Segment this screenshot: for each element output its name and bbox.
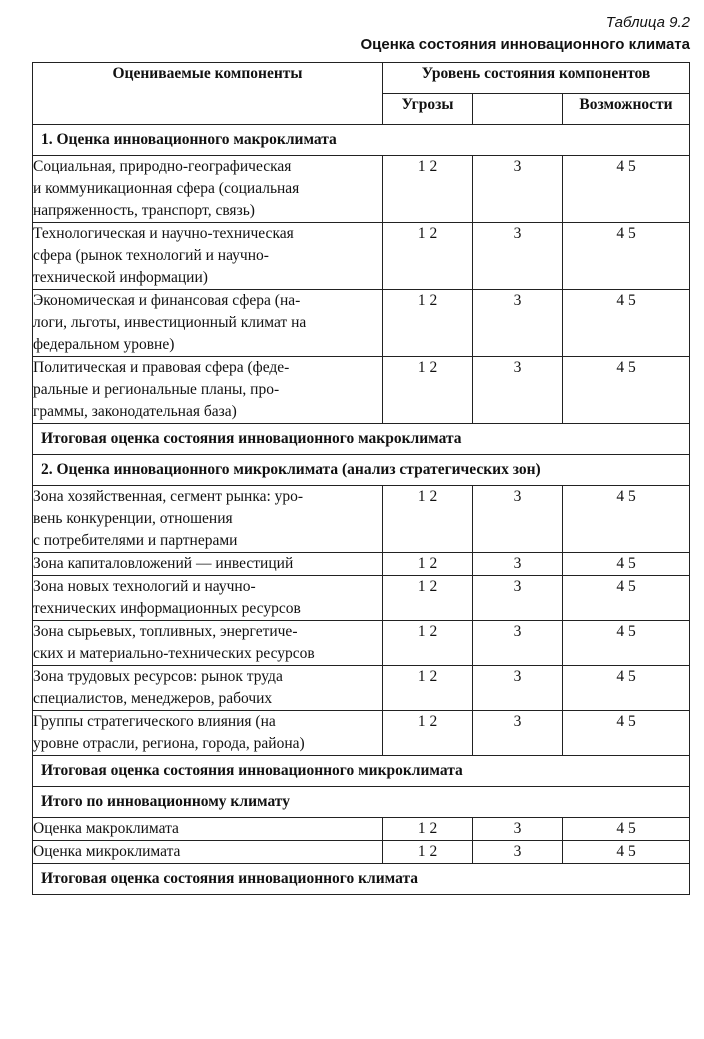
table-row bbox=[33, 290, 690, 357]
component-line: вень конкуренции, отношения bbox=[33, 510, 233, 527]
opportunities-score: 4 5 bbox=[563, 223, 690, 290]
section-micro-label: 2. Оценка инновационного микроклимата (анализ стратегических зон) bbox=[33, 455, 690, 486]
table-body bbox=[33, 125, 690, 895]
component-line: Зона хозяйственная, сегмент рынка: уро- bbox=[33, 488, 304, 505]
component-line: Оценка микроклимата bbox=[33, 843, 181, 860]
threats-score: 1 2 bbox=[383, 223, 473, 290]
opportunities-score: 4 5 bbox=[563, 290, 690, 357]
section-overall-label: Итого по инновационному климату bbox=[33, 787, 690, 818]
neutral-score: 3 bbox=[473, 223, 563, 290]
section-macro bbox=[33, 125, 690, 156]
opportunities-score: 4 5 bbox=[563, 818, 690, 841]
threats-score: 1 2 bbox=[383, 576, 473, 621]
table-row bbox=[33, 156, 690, 223]
neutral-score: 3 bbox=[473, 841, 563, 864]
macro-total-row bbox=[33, 424, 690, 455]
table-row bbox=[33, 553, 690, 576]
component-name bbox=[33, 486, 383, 553]
neutral-score: 3 bbox=[473, 553, 563, 576]
table-row bbox=[33, 711, 690, 756]
neutral-score: 3 bbox=[473, 290, 563, 357]
component-line: технической информации) bbox=[33, 269, 208, 286]
threats-score: 1 2 bbox=[383, 666, 473, 711]
table-row bbox=[33, 223, 690, 290]
threats-score: 1 2 bbox=[383, 711, 473, 756]
component-name bbox=[33, 357, 383, 424]
component-line: уровне отрасли, региона, города, района) bbox=[33, 735, 305, 752]
opportunities-score: 4 5 bbox=[563, 711, 690, 756]
component-line: сфера (рынок технологий и научно- bbox=[33, 247, 269, 264]
opportunities-score: 4 5 bbox=[563, 553, 690, 576]
header-threats: Угрозы bbox=[383, 94, 473, 125]
threats-score: 1 2 bbox=[383, 553, 473, 576]
opportunities-score: 4 5 bbox=[563, 357, 690, 424]
component-name bbox=[33, 553, 383, 576]
section-micro bbox=[33, 455, 690, 486]
component-line: федеральном уровне) bbox=[33, 336, 175, 353]
component-line: и коммуникационная сфера (социальная bbox=[33, 180, 300, 197]
component-line: Зона новых технологий и научно- bbox=[33, 578, 256, 595]
threats-score: 1 2 bbox=[383, 156, 473, 223]
component-name bbox=[33, 223, 383, 290]
threats-score: 1 2 bbox=[383, 357, 473, 424]
neutral-score: 3 bbox=[473, 711, 563, 756]
component-line: Группы стратегического влияния (на bbox=[33, 713, 276, 730]
section-overall bbox=[33, 787, 690, 818]
table-title: Оценка состояния инновационного климата bbox=[360, 36, 690, 53]
opportunities-score: 4 5 bbox=[563, 666, 690, 711]
component-name bbox=[33, 576, 383, 621]
opportunities-score: 4 5 bbox=[563, 486, 690, 553]
component-name bbox=[33, 621, 383, 666]
table-row bbox=[33, 357, 690, 424]
neutral-score: 3 bbox=[473, 818, 563, 841]
component-name bbox=[33, 290, 383, 357]
opportunities-score: 4 5 bbox=[563, 621, 690, 666]
threats-score: 1 2 bbox=[383, 290, 473, 357]
micro-total-row-label: Итоговая оценка состояния инновационного микроклимата bbox=[33, 756, 690, 787]
component-line: Оценка макроклимата bbox=[33, 820, 179, 837]
opportunities-score: 4 5 bbox=[563, 841, 690, 864]
component-line: Зона сырьевых, топливных, энергетиче- bbox=[33, 623, 298, 640]
component-line: напряженность, транспорт, связь) bbox=[33, 202, 255, 219]
final-total-row-label: Итоговая оценка состояния инновационного климата bbox=[33, 864, 690, 895]
component-line: специалистов, менеджеров, рабочих bbox=[33, 690, 273, 707]
component-name bbox=[33, 711, 383, 756]
final-total-row bbox=[33, 864, 690, 895]
component-line: Экономическая и финансовая сфера (на- bbox=[33, 292, 301, 309]
component-name bbox=[33, 156, 383, 223]
component-line: Зона капиталовложений — инвестиций bbox=[33, 555, 294, 572]
neutral-score: 3 bbox=[473, 486, 563, 553]
component-line: Социальная, природно-географическая bbox=[33, 158, 292, 175]
component-line: логи, льготы, инвестиционный климат на bbox=[33, 314, 307, 331]
component-line: ральные и региональные планы, про- bbox=[33, 381, 280, 398]
threats-score: 1 2 bbox=[383, 841, 473, 864]
neutral-score: 3 bbox=[473, 156, 563, 223]
component-name bbox=[33, 818, 383, 841]
threats-score: 1 2 bbox=[383, 621, 473, 666]
component-line: граммы, законодательная база) bbox=[33, 403, 237, 420]
opportunities-score: 4 5 bbox=[563, 576, 690, 621]
header-opportunities: Возможности bbox=[563, 94, 690, 125]
macro-total-row-label: Итоговая оценка состояния инновационного макроклимата bbox=[33, 424, 690, 455]
table-row bbox=[33, 818, 690, 841]
innovation-climate-table bbox=[32, 62, 690, 895]
component-line: Технологическая и научно-техническая bbox=[33, 225, 294, 242]
micro-total-row bbox=[33, 756, 690, 787]
component-name bbox=[33, 666, 383, 711]
component-line: Зона трудовых ресурсов: рынок труда bbox=[33, 668, 283, 685]
neutral-score: 3 bbox=[473, 357, 563, 424]
neutral-score: 3 bbox=[473, 621, 563, 666]
threats-score: 1 2 bbox=[383, 818, 473, 841]
threats-score: 1 2 bbox=[383, 486, 473, 553]
table-row bbox=[33, 666, 690, 711]
opportunities-score: 4 5 bbox=[563, 156, 690, 223]
component-line: Политическая и правовая сфера (феде- bbox=[33, 359, 290, 376]
header-middle bbox=[473, 94, 563, 125]
neutral-score: 3 bbox=[473, 666, 563, 711]
section-macro-label: 1. Оценка инновационного макроклимата bbox=[33, 125, 690, 156]
component-name bbox=[33, 841, 383, 864]
component-line: с потребителями и партнерами bbox=[33, 532, 238, 549]
neutral-score: 3 bbox=[473, 576, 563, 621]
table-number: Таблица 9.2 bbox=[605, 14, 690, 31]
component-line: ских и материально-технических ресурсов bbox=[33, 645, 315, 662]
table-row bbox=[33, 621, 690, 666]
table-row bbox=[33, 486, 690, 553]
table-row bbox=[33, 576, 690, 621]
table-row bbox=[33, 841, 690, 864]
header-components: Оцениваемые компоненты bbox=[33, 63, 383, 125]
component-line: технических информационных ресурсов bbox=[33, 600, 301, 617]
header-level: Уровень состояния компонентов bbox=[383, 63, 690, 94]
